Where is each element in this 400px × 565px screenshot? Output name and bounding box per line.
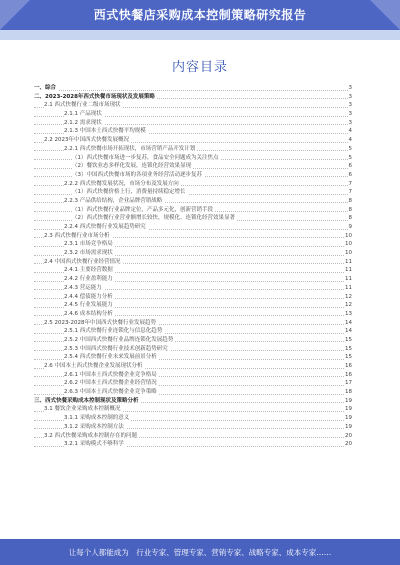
- toc-entry-page: 11: [345, 258, 352, 265]
- toc-entry[interactable]: [34, 127, 352, 136]
- toc-entry-page: 11: [345, 284, 352, 291]
- toc-entry-label: （1）西式快餐行业品牌定位，产品多元化，创新营销手段: [72, 206, 214, 213]
- toc-entry[interactable]: [34, 206, 352, 215]
- toc-entry[interactable]: [34, 397, 352, 406]
- toc-entry[interactable]: [34, 414, 352, 423]
- toc-entry-page: 7: [348, 180, 352, 187]
- toc-entry[interactable]: [34, 327, 352, 336]
- toc-entry-label: 2.2.3 产品供给结构，企业品牌营销战略: [64, 197, 163, 204]
- toc-entry-label: 二、2023-2028年西式快餐市场现状及发展策略: [34, 93, 155, 100]
- toc-entry[interactable]: [34, 371, 352, 380]
- toc-entry-page: 4: [348, 128, 352, 135]
- toc-entry[interactable]: [34, 240, 352, 249]
- toc-entry-page: 18: [345, 389, 352, 396]
- toc-entry-label: 2.4.2 行业盈利能力: [64, 276, 113, 283]
- toc-entry-page: 11: [345, 276, 352, 283]
- toc-entry[interactable]: [34, 275, 352, 284]
- toc-entry[interactable]: [34, 301, 352, 310]
- toc-entry-label: 2.4.6 成本结构分析: [64, 310, 113, 317]
- toc-entry[interactable]: [34, 197, 352, 206]
- toc-entry-label: 2.5 2023-2028年中国西式快餐行业发展趋势: [44, 319, 156, 326]
- toc-entry-page: 15: [345, 345, 352, 352]
- toc-entry-label: 3.1.1 采购成本控制的意义: [64, 415, 130, 422]
- toc-entry-page: 12: [345, 302, 352, 309]
- toc-entry-label: 2.6.1 中国本土西式快餐企业竞争格局: [64, 371, 157, 378]
- toc-entry[interactable]: [34, 336, 352, 345]
- toc-entry-label: 2.5.1 西式快餐行业连锁化与信息化趋势: [64, 328, 163, 335]
- toc-entry-page: 19: [345, 406, 352, 413]
- toc-entry[interactable]: [34, 145, 352, 154]
- toc-entry-label: 2.4.5 行业发展能力: [64, 302, 113, 309]
- toc-entry[interactable]: [34, 405, 352, 414]
- toc-entry[interactable]: [34, 214, 352, 223]
- header-bar: [0, 0, 400, 40]
- toc-entry[interactable]: [34, 353, 352, 362]
- toc-entry-page: 3: [348, 111, 352, 118]
- toc-entry-label: 2.2.2 西式快餐发展状况，市场分布及发展方向: [64, 180, 179, 187]
- toc-entry[interactable]: [34, 319, 352, 328]
- toc-entry[interactable]: [34, 93, 352, 102]
- toc-entry-label: 3.1 餐饮企业采购成本控制概况: [44, 406, 121, 413]
- toc-entry-label: 2.5.2 中国西式快餐行业品牌连锁化发展趋势: [64, 336, 174, 343]
- toc-entry-label: 2.4.3 营运能力: [64, 284, 102, 291]
- toc-entry-page: 13: [345, 310, 352, 317]
- toc-entry-page: 3: [348, 102, 352, 109]
- toc-entry-page: 20: [345, 441, 352, 448]
- toc-entry[interactable]: [34, 266, 352, 275]
- toc-entry-page: 3: [348, 93, 352, 100]
- dot-leader: [34, 90, 348, 91]
- toc-entry[interactable]: [34, 440, 352, 449]
- toc-entry-label: 2.2.4 西式快餐行业发展趋势研究: [64, 224, 146, 230]
- toc-entry-page: 14: [345, 319, 352, 326]
- toc-entry-label: 2.1.3 中国本土西式快餐平均规模: [64, 128, 146, 135]
- toc-entry-label: 2.5.4 西式快餐行业未来发展前景分析: [64, 354, 157, 361]
- toc-entry-label: 2.6.2 中国本土西式快餐企业经营情况: [64, 380, 157, 387]
- toc-entry-label: 2.1.2 需求现状: [64, 119, 102, 126]
- toc-entry-page: 16: [345, 371, 352, 378]
- toc-heading: 内容目录: [171, 60, 228, 75]
- report-title: 西式快餐店采购成本控制策略研究报告: [93, 8, 307, 22]
- toc-entry[interactable]: [34, 258, 352, 267]
- toc-entry-label: （3）中国西式快餐市场的各项业务经营活动逐步复苏: [72, 171, 203, 178]
- toc-entry-label: （2）西式快餐行业营业额增长较快，规模化、连锁化经营效果显著: [72, 215, 236, 222]
- toc-entry[interactable]: [34, 154, 352, 163]
- toc-entry[interactable]: [34, 84, 352, 93]
- toc-entry-label: 2.2.1 西式快餐市场开拓现状，市场营销产品开发计划: [64, 145, 196, 152]
- toc-entry-page: 3: [348, 119, 352, 126]
- toc-entry-label: 2.6 中国本土西式快餐企业发展现状分析: [44, 363, 143, 369]
- toc-entry-label: 2.4.1 主要经营数据: [64, 267, 113, 274]
- toc-entry[interactable]: [34, 119, 352, 128]
- toc-entry[interactable]: [34, 423, 352, 432]
- toc-entry[interactable]: [34, 249, 352, 258]
- toc-entry-page: 10: [345, 232, 352, 239]
- toc-entry-label: （2）餐饮业态多样化发展，连锁化经营效果显现: [72, 163, 192, 170]
- toc-entry-page: 6: [348, 171, 352, 178]
- toc-entry-label: 一、综合: [34, 85, 57, 91]
- toc-entry-label: 2.3.1 市场竞争格局: [64, 241, 113, 248]
- toc-entry-label: 2.6.3 中国本土西式快餐企业竞争策略: [64, 389, 157, 396]
- toc-entry-page: 16: [345, 363, 352, 369]
- toc-entry-page: 10: [345, 241, 352, 248]
- toc-entry[interactable]: [34, 110, 352, 119]
- toc-entry-label: 2.3.2 市场需求现状: [64, 250, 113, 257]
- toc-entry-label: 三、西式快餐采购成本控制现状及策略分析: [34, 397, 139, 404]
- toc-entry[interactable]: [34, 379, 352, 388]
- toc-entry-page: 9: [348, 224, 352, 230]
- toc-entry[interactable]: [34, 362, 352, 371]
- toc-entry-label: 2.2 2023年中国西式快餐发展概况: [44, 137, 129, 144]
- toc-entry-page: 17: [345, 380, 352, 387]
- toc-entry-page: 20: [345, 432, 352, 439]
- toc-entry-label: 3.2.1 采购模式不够科学: [64, 441, 124, 448]
- toc-entry-page: 5: [348, 154, 352, 161]
- toc-entry-label: 2.5.3 中国西式快餐行业技术创新趋势研究: [64, 345, 168, 352]
- toc-entry-label: （1）西式快餐价格上行，消费量持续稳定增长: [72, 189, 186, 196]
- toc-entry-page: 4: [348, 137, 352, 144]
- toc-entry-page: 7: [348, 189, 352, 196]
- toc-entry-page: 19: [345, 397, 352, 404]
- toc-entry-label: 2.4 中国西式快餐行业经营情况: [44, 258, 121, 265]
- toc-entry[interactable]: [34, 101, 352, 110]
- toc-entry-label: 2.1.1 产品现状: [64, 111, 102, 118]
- toc-entry[interactable]: [34, 310, 352, 319]
- toc-entry-page: 15: [345, 354, 352, 361]
- toc-entry-page: 19: [345, 415, 352, 422]
- toc-entry[interactable]: [34, 293, 352, 302]
- toc-entry-label: 2.3 西式快餐行业市场分析: [44, 232, 110, 239]
- toc-entry[interactable]: [34, 180, 352, 189]
- toc-entry-page: 6: [348, 163, 352, 170]
- toc-entry-page: 12: [345, 293, 352, 300]
- toc-entry-page: 11: [345, 267, 352, 274]
- toc-entry[interactable]: [34, 171, 352, 180]
- toc-entry-label: 2.4.4 偿债能力分析: [64, 293, 113, 300]
- toc-entry-page: 8: [348, 206, 352, 213]
- toc-entry-page: 19: [345, 423, 352, 430]
- footer-slogan: 让每个人都能成为 行业专家、管理专家、营销专家、战略专家、成本专家……: [68, 548, 332, 557]
- toc-entry-page: 5: [348, 145, 352, 152]
- toc-entry-page: 10: [345, 250, 352, 257]
- toc-entry-label: 3.2 西式快餐采购成本控制存在的问题: [44, 432, 137, 439]
- toc-entry[interactable]: [34, 223, 352, 232]
- toc-entry-label: 2.1 西式快餐行业二级市场现状: [44, 102, 121, 109]
- toc-entry[interactable]: [34, 345, 352, 354]
- footer-bar: [0, 539, 400, 565]
- toc-entry[interactable]: [34, 162, 352, 171]
- toc-entry-page: 14: [345, 328, 352, 335]
- toc-entry-page: 15: [345, 336, 352, 343]
- toc-entry[interactable]: [34, 188, 352, 197]
- toc-entry-label: （1）西式快餐市场进一步复苏，食品安全问题成为关注焦点: [72, 154, 219, 161]
- toc-entry-page: 8: [348, 197, 352, 204]
- toc-entry[interactable]: [34, 388, 352, 397]
- toc-entry-label: 3.1.2 采购成本控制方法: [64, 423, 124, 430]
- table-of-contents: [34, 84, 352, 449]
- toc-entry-page: 8: [348, 215, 352, 222]
- toc-entry[interactable]: [34, 432, 352, 441]
- toc-entry[interactable]: [34, 284, 352, 293]
- toc-entry[interactable]: [34, 232, 352, 241]
- toc-entry-page: 3: [348, 85, 352, 91]
- toc-entry[interactable]: [34, 136, 352, 145]
